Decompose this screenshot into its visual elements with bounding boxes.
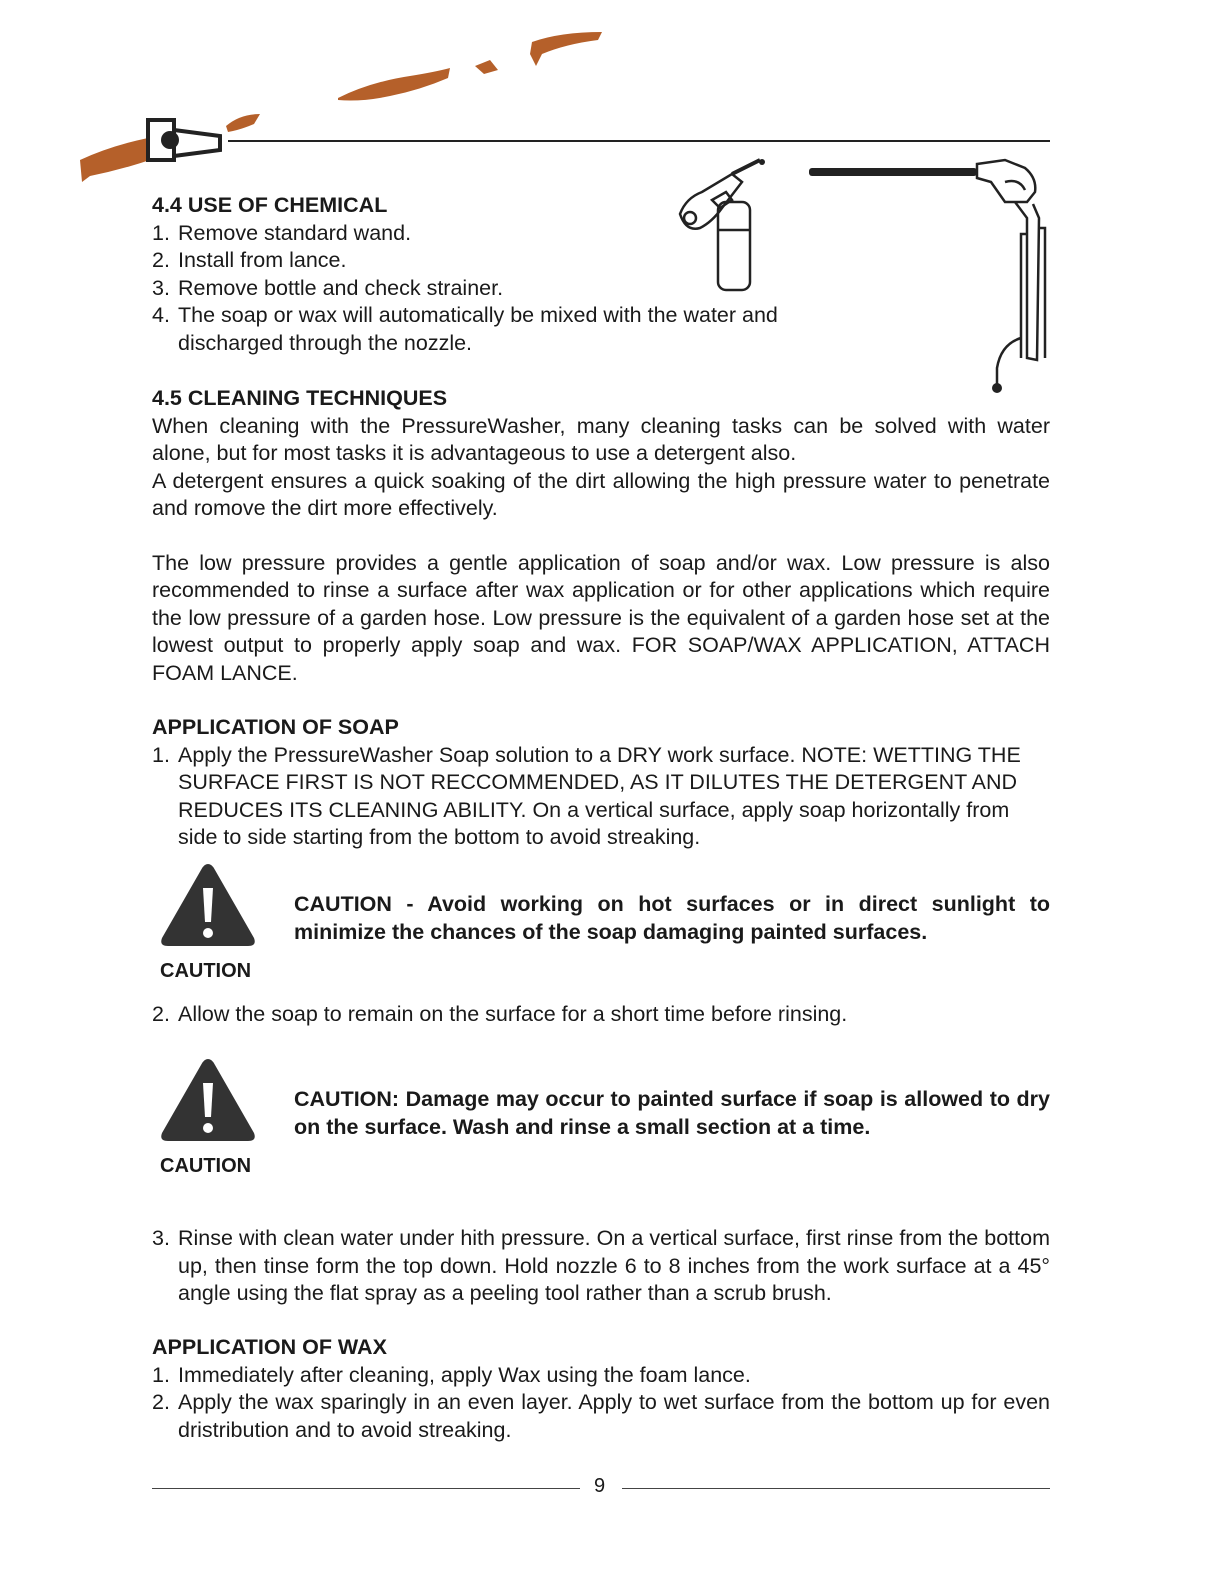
footer-rule-right: [622, 1488, 1050, 1489]
list-item: 3. Remove bottle and check strainer.: [152, 275, 504, 300]
list-item: 1. Apply the PressureWasher Soap solution to a DRY work surface. NOTE: WETTING THE SURFACE FIRST IS NOT RECCOMMENDED, AS IT DILUTES THE DETERGENT AND REDUCES ITS CLEANING ABILITY. On a vertical surface, apply soap horizontally from side to side starting from the bottom to avoid streaking.: [152, 742, 1021, 849]
list-item: 1. Remove standard wand.: [152, 220, 412, 245]
section-4-5-heading: 4.5 CLEANING TECHNIQUES: [152, 386, 448, 410]
list-item: 4. The soap or wax will automatically be mixed with the water and discharged through the nozzle.: [152, 303, 778, 355]
pressure-washer-icon: [148, 120, 220, 160]
caution-label: CAUTION: [160, 960, 252, 982]
caution-text: CAUTION: Damage may occur to painted surface if soap is allowed to dry on the surface. Wash and rinse a small section at a time.: [294, 1087, 1050, 1139]
list-item: 1. Immediately after cleaning, apply Wax using the foam lance.: [152, 1362, 751, 1387]
application-of-wax-heading: APPLICATION OF WAX: [152, 1335, 387, 1359]
caution-warning-icon: [158, 860, 258, 950]
application-of-soap-heading: APPLICATION OF SOAP: [152, 715, 399, 739]
section-4-4-heading: 4.4 USE OF CHEMICAL: [152, 193, 388, 217]
list-item: 2. Allow the soap to remain on the surface for a short time before rinsing.: [152, 1002, 848, 1026]
list-item: 2. Apply the wax sparingly in an even layer. Apply to wet surface from the bottom up for even dristribution and to avoid streaking.: [152, 1390, 1050, 1442]
header-rule: [228, 140, 1050, 142]
paragraph: The low pressure provides a gentle application of soap and/or wax. Low pressure is also recommended to rinse a surface after wax application or for other applications which require the low pressure of a garden hose. Low pressure is the equivalent of a garden hose set at the lowest output to properly apply soap and wax. FOR SOAP/WAX APPLICATION, ATTACH FOAM LANCE.: [152, 550, 1050, 685]
paragraph: When cleaning with the PressureWasher, many cleaning tasks can be solved with water alone, but for most tasks it is advantageous to use a detergent also.: [152, 413, 1050, 465]
page-number: 9: [594, 1475, 606, 1497]
paragraph: A detergent ensures a quick soaking of the dirt allowing the high pressure water to penetrate and romove the dirt more effectively.: [152, 468, 1050, 520]
spray-gun-illustration: [805, 158, 1055, 398]
list-item: 2. Install from lance.: [152, 248, 347, 272]
caution-warning-icon: [158, 1055, 258, 1145]
list-item: 3. Rinse with clean water under hith pressure. On a vertical surface, first rinse from the bottom up, then tinse form the top down. Hold nozzle 6 to 8 inches from the work surface at a 45° angle using the flat spray as a peeling tool rather than a scrub brush.: [152, 1226, 1050, 1305]
footer-rule-left: [152, 1488, 580, 1489]
caution-label: CAUTION: [160, 1155, 252, 1177]
caution-text: CAUTION - Avoid working on hot surfaces or in direct sunlight to minimize the chances of the soap damaging painted surfaces.: [294, 892, 1050, 944]
